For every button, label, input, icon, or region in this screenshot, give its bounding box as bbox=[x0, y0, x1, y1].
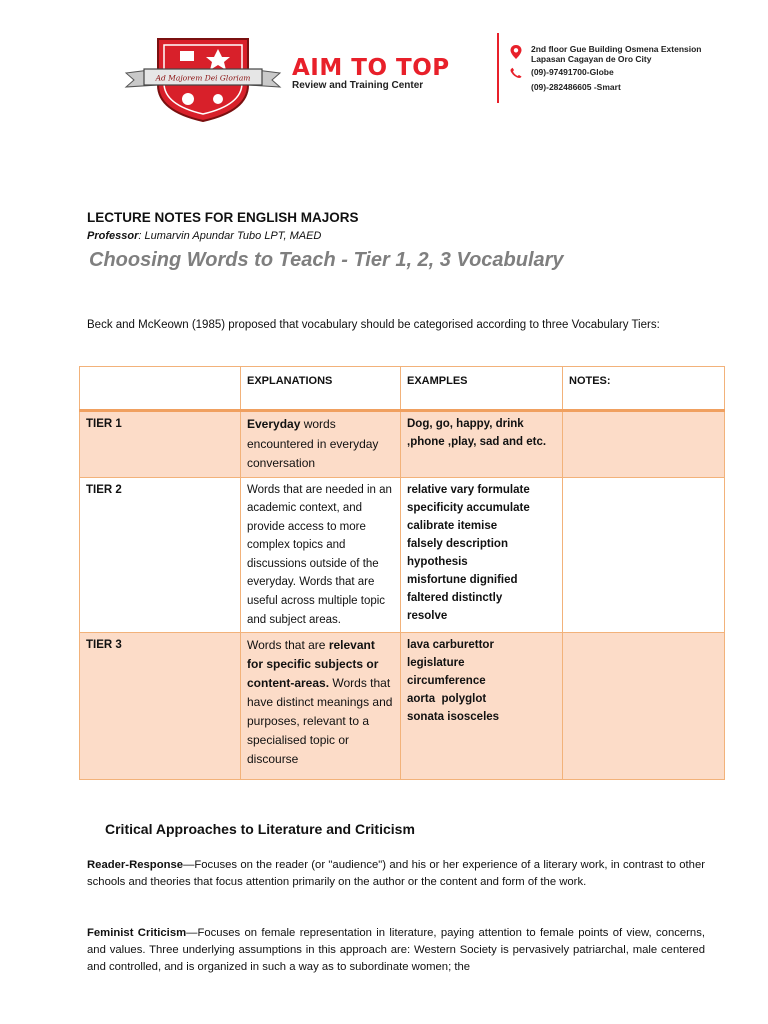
tier-2-label: TIER 2 bbox=[80, 477, 241, 633]
tier-2-example-line: specificity accumulate bbox=[407, 501, 530, 514]
tier-2-notes bbox=[563, 477, 725, 633]
tier-1-explanation bbox=[241, 411, 401, 478]
brand-name: AIM TO TOP bbox=[292, 55, 450, 81]
tier-2-examples bbox=[401, 477, 563, 633]
phone-icon bbox=[509, 67, 523, 79]
location-pin-icon bbox=[509, 44, 523, 60]
tier-2-example-line: calibrate itemise bbox=[407, 519, 498, 532]
tier-3-example-line: sonata isosceles bbox=[407, 711, 500, 724]
school-crest-logo bbox=[118, 33, 288, 123]
tier-1-label: TIER 1 bbox=[80, 411, 241, 478]
tier-2-example-line: faltered distinctly bbox=[407, 591, 503, 604]
reader-response-text: —Focuses on the reader (or "audience") and his or her experience of a literary work, in contrast to other schools and theories that focus attention primarily on the author or the content and form of the work. bbox=[87, 859, 705, 888]
tier-3-example-line: legislature bbox=[407, 657, 465, 670]
reader-response-term: Reader-Response bbox=[87, 859, 184, 871]
tier-1-examples: Dog, go, happy, drink ,phone ,play, sad and etc. bbox=[401, 411, 563, 478]
tier-3-explanation bbox=[241, 633, 401, 780]
tier-2-explanation: Words that are needed in an academic context, and provide access to more complex topics and discussions outside of the everyday. Words that are useful across multiple topic and subject areas. bbox=[241, 477, 401, 633]
header-notes: NOTES: bbox=[563, 367, 725, 411]
table-header-row bbox=[80, 367, 725, 411]
feminist-criticism-text: —Focuses on female representation in literature, paying attention to female points of view, concerns, and values. Three underlying assumptions in this approach are: Western Society is pervasively patriarchal, male centered and controlled, and is organized in such a way as to subordinate women; the bbox=[87, 927, 705, 973]
table-row-tier-3 bbox=[80, 633, 725, 780]
letterhead bbox=[0, 0, 768, 130]
tier-3-expl-bold: relevant for specific subjects or content-areas. bbox=[247, 638, 379, 691]
tier-3-example-line: circumference bbox=[407, 675, 486, 688]
tier-3-example-line: aorta polyglot bbox=[407, 693, 487, 706]
feminist-criticism-term: Feminist Criticism bbox=[87, 927, 187, 939]
tier-1-expl-bold: Everyday bbox=[247, 417, 301, 431]
tier-2-example-line: falsely description bbox=[407, 537, 508, 550]
tier-3-expl-a: Words that are bbox=[247, 638, 329, 653]
table-row-tier-1 bbox=[80, 411, 725, 478]
tier-2-example-line: misfortune dignified bbox=[407, 573, 518, 586]
header-examples: EXAMPLES bbox=[401, 367, 563, 411]
tier-1-notes bbox=[563, 411, 725, 478]
tier-2-example-line: hypothesis bbox=[407, 555, 468, 568]
brand-subtitle: Review and Training Center bbox=[292, 80, 424, 91]
tier-2-example-line: relative vary formulate bbox=[407, 483, 530, 496]
address-line-1: 2nd floor Gue Building Osmena Extension bbox=[531, 44, 702, 54]
header-cell-empty bbox=[80, 367, 241, 411]
tier-3-examples bbox=[401, 633, 563, 780]
tier-3-expl-c: Words that have distinct meanings and purposes, relevant to a specialised topic or discourse bbox=[247, 676, 393, 767]
feminist-criticism-paragraph bbox=[87, 925, 705, 983]
professor-name: : Lumarvin Apundar Tubo LPT, MAED bbox=[138, 230, 322, 242]
vocabulary-tiers-table bbox=[79, 366, 725, 780]
tier-3-example-line: lava carburettor bbox=[407, 639, 494, 652]
brand-block bbox=[292, 56, 450, 92]
tier-1-expl-rest: words encountered in everyday conversation bbox=[247, 417, 379, 470]
phone-smart: (09)-282486605 -Smart bbox=[531, 82, 621, 92]
document-title: LECTURE NOTES FOR ENGLISH MAJORS bbox=[87, 210, 359, 225]
tier-3-label: TIER 3 bbox=[80, 633, 241, 780]
tier-3-notes bbox=[563, 633, 725, 780]
intro-paragraph: Beck and McKeown (1985) proposed that vocabulary should be categorised according to three Vocabulary Tiers: bbox=[87, 319, 660, 331]
reader-response-paragraph bbox=[87, 857, 705, 891]
section-heading: Critical Approaches to Literature and Criticism bbox=[105, 821, 415, 837]
header-divider bbox=[497, 33, 499, 103]
professor-label: Professor bbox=[87, 230, 139, 242]
professor-line bbox=[87, 230, 321, 242]
main-heading: Choosing Words to Teach - Tier 1, 2, 3 Vocabulary bbox=[89, 249, 564, 271]
tier-2-example-line: resolve bbox=[407, 609, 448, 622]
address-line-2: Lapasan Cagayan de Oro City bbox=[531, 54, 652, 64]
header-explanations: EXPLANATIONS bbox=[241, 367, 401, 411]
phone-globe: (09)-97491700-Globe bbox=[531, 67, 614, 77]
table-row-tier-2 bbox=[80, 477, 725, 633]
logo-motto: Ad Majorem Dei Gloriam bbox=[155, 73, 251, 83]
